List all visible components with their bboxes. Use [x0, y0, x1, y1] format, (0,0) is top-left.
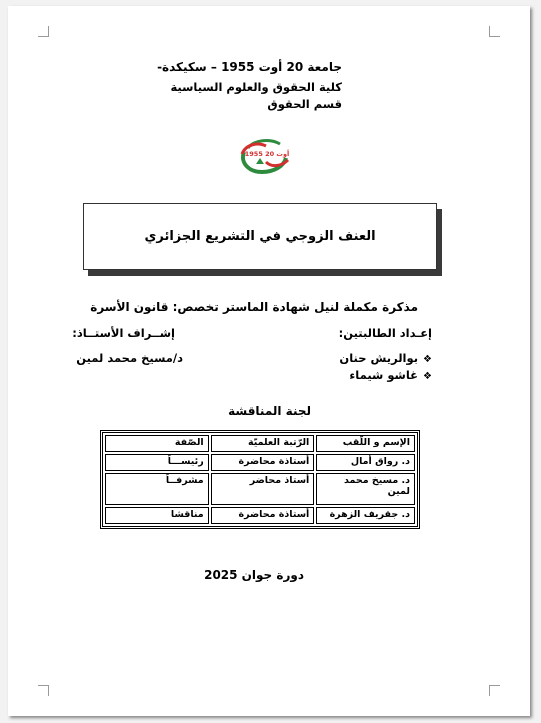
table-row: [105, 454, 415, 471]
committee-table: [100, 430, 420, 529]
thesis-title-box: [83, 203, 437, 270]
table-header-row: [105, 435, 415, 452]
university-name: جامعة 20 أوت 1955 – سكيكدة-: [157, 60, 342, 74]
member-name: د. مسيخ محمد لمين: [316, 473, 415, 505]
member-role: رئيســـاً: [105, 454, 209, 471]
supervisor-label: إشــراف الأستــاذ:: [72, 326, 175, 340]
crop-mark: [38, 26, 49, 37]
header-role: الصّفة: [105, 435, 209, 452]
member-rank: أستاذ محاضر: [211, 473, 315, 505]
department-name: قسم الحقوق: [267, 97, 342, 111]
member-rank: أستاذة محاضرة: [211, 454, 315, 471]
member-name: د. جقريف الزهرة: [316, 507, 415, 524]
student-name: ❖بوالريش حنان: [339, 351, 432, 365]
document-page: [8, 6, 530, 716]
member-name: د. رواق أمال: [316, 454, 415, 471]
member-role: مناقشا: [105, 507, 209, 524]
students-label: إعـداد الطالبتين:: [338, 326, 432, 340]
session-date: دورة جوان 2025: [204, 568, 304, 582]
university-logo-icon: [236, 132, 292, 178]
student-name: ❖غاشو شيماء: [349, 368, 432, 382]
thesis-title: العنف الزوجي في التشريع الجزائري: [144, 229, 376, 244]
memo-description: مذكرة مكملة لنيل شهادة الماستر تخصص: قانون الأسرة: [90, 300, 418, 314]
table-row: [105, 473, 415, 505]
header-rank: الرّتبة العلميّة: [211, 435, 315, 452]
crop-mark: [489, 685, 500, 696]
diamond-bullet-icon: ❖: [423, 354, 432, 365]
committee-title: لجنة المناقشة: [228, 404, 311, 418]
crop-mark: [489, 26, 500, 37]
supervisor-name: د/مسيخ محمد لمين: [76, 351, 183, 365]
table-row: [105, 507, 415, 524]
member-rank: أستاذة محاضرة: [211, 507, 315, 524]
diamond-bullet-icon: ❖: [423, 371, 432, 382]
faculty-name: كلية الحقوق والعلوم السياسية: [170, 80, 342, 94]
logo-text: 1955 أوت 20: [244, 150, 290, 158]
header-name: الإسم و اللّقب: [316, 435, 415, 452]
crop-mark: [38, 685, 49, 696]
member-role: مشرفــاً: [105, 473, 209, 505]
